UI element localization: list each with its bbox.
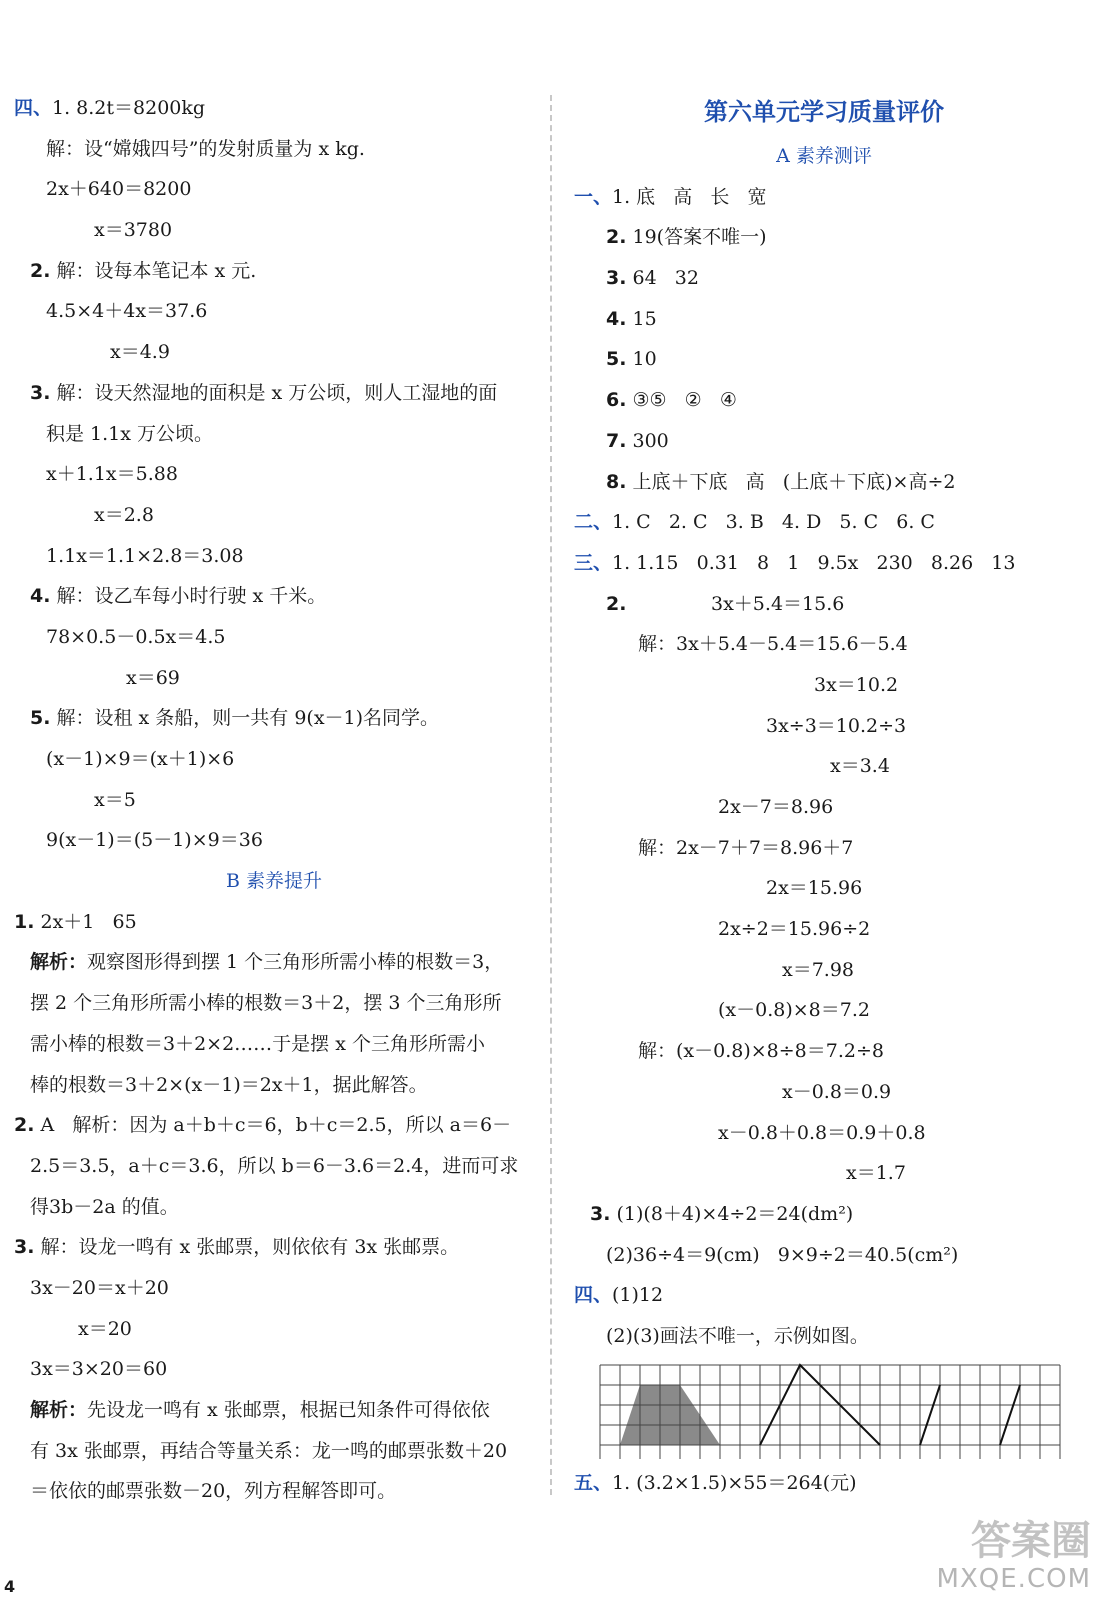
answer-line: 2. A 解析：因为 a＋b＋c＝6，b＋c＝2.5，所以 a＝6－ (14, 1114, 512, 1137)
answer-line: 积是 1.1x 万公顷。 (46, 422, 214, 445)
answer-line: (2)36÷4＝9(cm) 9×9÷2＝40.5(cm²) (606, 1243, 959, 1266)
answer-line: 二、1. C 2. C 3. B 4. D 5. C 6. C (574, 511, 935, 534)
answer-line: 摆 2 个三角形所需小棒的根数＝3＋2，摆 3 个三角形所 (30, 992, 502, 1015)
left-column (14, 88, 534, 1512)
answer-line: 9(x－1)＝(5－1)×9＝36 (46, 829, 263, 852)
answer-line: 四、(1)12 (574, 1284, 664, 1307)
answer-line: 解：3x＋5.4－5.4＝15.6－5.4 (638, 633, 908, 656)
answer-line: x＝3780 (94, 219, 173, 242)
answer-line: (x－0.8)×8＝7.2 (718, 999, 870, 1022)
answer-line: 需小棒的根数＝3＋2×2……于是摆 x 个三角形所需小 (30, 1032, 485, 1055)
answer-line: 1. 2x＋1 65 (14, 910, 137, 933)
grid-figure (598, 1363, 1066, 1459)
answer-line: x＋1.1x＝5.88 (46, 463, 178, 486)
section-heading: A 素养测评 (776, 145, 872, 167)
answer-line: x＝3.4 (830, 755, 890, 778)
segment-line (1000, 1385, 1020, 1445)
answer-line: 2. 3x＋5.4＝15.6 (606, 592, 845, 615)
answer-line: x＝5 (94, 788, 136, 811)
answer-line: x＝7.98 (782, 958, 855, 981)
answer-line: 解：2x－7＋7＝8.96＋7 (638, 836, 854, 859)
answer-line: 解：设“嫦娥四号”的发射质量为 x kg. (46, 137, 365, 160)
watermark-url: MXQE.COM (936, 1564, 1091, 1594)
answer-line: 3. (1)(8＋4)×4÷2＝24(dm²) (590, 1202, 854, 1225)
answer-line: 2.5＝3.5，a＋c＝3.6，所以 b＝6－3.6＝2.4，进而可求 (30, 1154, 519, 1177)
answer-line: 有 3x 张邮票，再结合等量关系：龙一鸣的邮票张数＋20 (30, 1439, 508, 1462)
answer-line: 3. 解：设天然湿地的面积是 x 万公顷，则人工湿地的面 (30, 381, 498, 404)
answer-line: (2)(3)画法不唯一，示例如图。 (606, 1324, 869, 1347)
answer-line: x＝4.9 (110, 341, 170, 364)
answer-line: 5. 10 (606, 348, 657, 371)
answer-line: 2x÷2＝15.96÷2 (718, 918, 871, 941)
answer-line: 3x＝10.2 (814, 673, 899, 696)
right-column (574, 88, 1074, 1503)
answer-line: x＝2.8 (94, 503, 154, 526)
watermark-logo: 答案圈 (971, 1518, 1091, 1564)
answer-line: 一、1. 底 高 长 宽 (574, 185, 767, 208)
answer-line: 棒的根数＝3＋2×(x－1)＝2x＋1，据此解答。 (30, 1073, 428, 1096)
answer-line: 3. 64 32 (606, 267, 699, 290)
right-lines (574, 136, 1074, 1357)
answer-line: 四、1. 8.2t＝8200kg (14, 97, 206, 119)
answer-line: 解：(x－0.8)×8÷8＝7.2÷8 (638, 1040, 884, 1063)
answer-line: ＝依依的邮票张数－20，列方程解答即可。 (30, 1480, 397, 1503)
page-number: 4 (4, 1577, 16, 1596)
answer-line: 4. 15 (606, 307, 657, 330)
column-divider (550, 95, 552, 1495)
page-footer (0, 1570, 40, 1600)
answer-line: 2x－7＝8.96 (718, 796, 834, 818)
answer-line: 8. 上底＋下底 高 (上底＋下底)×高÷2 (606, 470, 956, 493)
answer-line: 6. ③⑤ ② ④ (606, 389, 737, 412)
answer-line: x－0.8＝0.9 (782, 1080, 892, 1103)
answer-line: 解析：先设龙一鸣有 x 张邮票，根据已知条件可得依依 (30, 1399, 490, 1421)
unit-title: 第六单元学习质量评价 (704, 98, 944, 126)
answer-line: x＝20 (78, 1317, 132, 1340)
answer-line: 2. 19(答案不唯一) (606, 226, 767, 249)
answer-line: x－0.8＋0.8＝0.9＋0.8 (718, 1121, 926, 1144)
answer-line: 3x－20＝x＋20 (30, 1276, 169, 1299)
answer-line: 三、1. 1.15 0.31 8 1 9.5x 230 8.26 13 (574, 551, 1016, 574)
answer-line: 得3b－2a 的值。 (30, 1195, 179, 1218)
answer-line: 5. 解：设租 x 条船，则一共有 9(x－1)名同学。 (30, 707, 440, 730)
answer-line: 3x÷3＝10.2÷3 (766, 714, 907, 737)
answer-line: 3. 解：设龙一鸣有 x 张邮票，则依依有 3x 张邮票。 (14, 1236, 460, 1259)
answer-line: 五、1. (3.2×1.5)×55＝264(元) (574, 1471, 857, 1494)
answer-line: 78×0.5－0.5x＝4.5 (46, 625, 226, 648)
answer-line: 1.1x＝1.1×2.8＝3.08 (46, 544, 244, 567)
answer-line: 解析：观察图形得到摆 1 个三角形所需小棒的根数＝3， (30, 951, 504, 974)
answer-line: 7. 300 (606, 429, 669, 452)
answer-line: 2x＋640＝8200 (46, 178, 192, 201)
trapezoid-shape (620, 1385, 720, 1445)
answer-line: 4.5×4＋4x＝37.6 (46, 300, 208, 323)
answer-line: (x－1)×9＝(x＋1)×6 (46, 748, 235, 770)
answer-line: 3x＝3×20＝60 (30, 1358, 168, 1381)
answer-line: 2. 解：设每本笔记本 x 元. (30, 259, 257, 282)
section-heading: B 素养提升 (225, 870, 322, 893)
answer-line: x＝69 (126, 666, 180, 689)
answer-line: x＝1.7 (846, 1162, 906, 1185)
answer-line: 4. 解：设乙车每小时行驶 x 千米。 (30, 585, 327, 608)
segment-line (920, 1385, 940, 1445)
answer-line: 2x＝15.96 (766, 877, 863, 900)
